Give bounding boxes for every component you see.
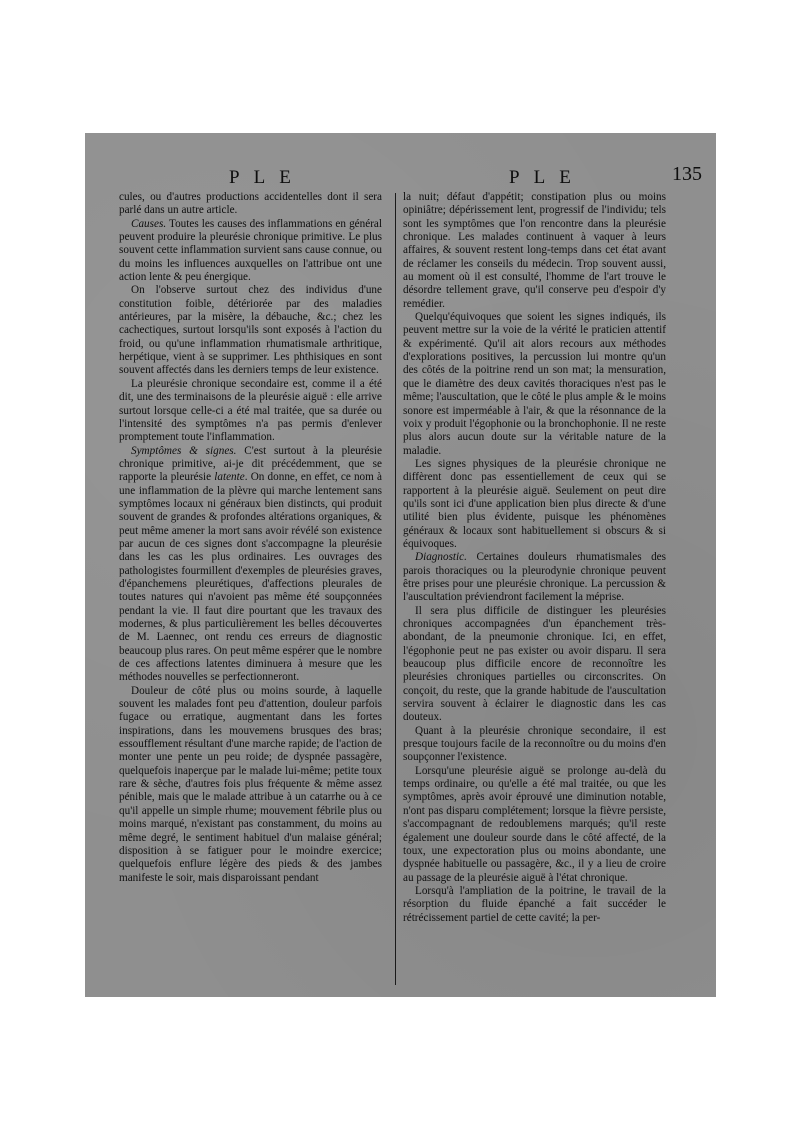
paragraph: Lorsqu'à l'ampliation de la poitrine, le travail de la résorption du fluide épanché a fait succéder le rétrécissement partiel de cette cavité; la per- (403, 884, 666, 924)
paragraph: Douleur de côté plus ou moins sourde, à laquelle souvent les malades font peu d'attention, douleur parfois fugace ou erratique, augmentant dans les fortes inspirations, dans les mouvemens brusques des bras; essoufflement résultant d'une marche rapide; de l'action de monter une pente un peu roide; de dyspnée passagère, quelquefois inaperçue par le malade lui-même; petite toux rare & sèche, d'autres fois plus fréquente & même assez pénible, mais que le malade attribue à un catarrhe ou à ce qu'il appelle un simple rhume; mouvement fébrile plus ou moins marqué, n'existant pas constamment, du moins au même degré, le sentiment habituel d'un malaise général; disposition à se fatiguer pour le moindre exercice; quelquefois enflure légère des pieds & des jambes manifeste le soir, mais disparoissant pendant (119, 684, 382, 884)
paragraph: Quant à la pleurésie chronique secondaire, il est presque toujours facile de la reconnoître ou du moins d'en soupçonner l'existence. (403, 724, 666, 764)
paragraph-text: Toutes les causes des inflammations en général peuvent produire la pleurésie chronique primitive. Le plus souvent cette inflammation survient sans cause connue, ou du moins les influences auxquelles on l'attribue ont une action lente & peu énergique. (119, 217, 382, 284)
paragraph: Lorsqu'une pleurésie aiguë se prolonge au-delà du temps ordinaire, ou qu'elle a été mal traitée, ou que les symptômes, après avoir éprouvé une diminution notable, n'ont pas disparu complétement; lorsque la fièvre persiste, s'accompagnant de redoublemens marqués; qu'il reste également une douleur sourde dans le côté affecté, de la toux, une expectoration plus ou moins abondante, une dyspnée habituelle ou passagère, &c., il y a lieu de croire au passage de la pleurésie aiguë à l'état chronique. (403, 764, 666, 884)
running-head-left: P L E (229, 167, 296, 188)
column-divider (395, 193, 396, 985)
page-number: 135 (672, 163, 702, 185)
paragraph: Les signes physiques de la pleurésie chronique ne diffèrent donc pas essentiellement de ceux qui se rapportent à la pleurésie aiguë. Seulement on peut dire qu'ils sont ici d'une application bien plus directe & d'une utilité bien plus évidente, puisque les phénomènes généraux & locaux sont habituellement si obscurs & si équivoques. (403, 457, 666, 550)
scanned-page (85, 133, 716, 997)
paragraph: La pleurésie chronique secondaire est, comme il a été dit, une des terminaisons de la pleurésie aiguë : elle arrive surtout lorsque celle-ci a été mal traitée, que sa durée ou l'intensité des symptômes n'a pas permis d'enlever promptement toute l'inflammation. (119, 377, 382, 444)
paragraph: Il sera plus difficile de distinguer les pleurésies chroniques accompagnées d'un épanchement très-abondant, de la pneumonie chronique. Ici, en effet, l'égophonie peut ne pas exister ou avoir disparu. Il sera beaucoup plus difficile encore de reconnoître les pleurésies chroniques partielles ou circonscrites. On conçoit, du reste, que la grande habitude de l'auscultation servira souvent à éclairer le diagnostic dans les cas douteux. (403, 604, 666, 724)
paragraph: cules, ou d'autres productions accidentelles dont il sera parlé dans un autre article. (119, 191, 382, 217)
section-label: Symptômes & signes. (131, 444, 237, 457)
running-head-right: P L E (509, 167, 576, 188)
section-label: Causes. (131, 217, 167, 230)
section-label: Diagnostic. (415, 551, 467, 564)
paragraph (119, 445, 382, 685)
paragraph: la nuit; défaut d'appétit; constipation plus ou moins opiniâtre; dépérissement lent, progressif de l'individu; tels sont les symptômes que l'on rencontre dans la pleurésie chronique. Les malades continuent à vaquer à leurs affaires, & souvent restent long-temps dans cet état avant de réclamer les conseils du médecin. Trop souvent aussi, au moment où il est consulté, l'homme de l'art trouve le désordre tellement grave, qu'il conserve peu d'espoir d'y remédier. (403, 191, 666, 310)
left-column (119, 191, 382, 991)
paragraph: On l'observe surtout chez des individus d'une constitution foible, détériorée par des maladies antérieures, par la misère, la débauche, &c.; chez les cachectiques, surtout lorsqu'ils sont exposés à l'action du froid, ou qu'une inflammation rhumatismale arthritique, herpétique, vient à se supprimer. Les phthisiques en sont souvent affectés dans les derniers temps de leur existence. (119, 284, 382, 377)
paragraph-text: C'est surtout à la pleurésie chronique primitive, ai-je dit précédemment, que se rapporte la pleurésie (119, 444, 382, 484)
paragraph (403, 551, 666, 604)
paragraph-text: Certaines douleurs rhumatismales des parois thoraciques ou la pleurodynie chronique peuvent être prises pour une pleurésie chronique. La percussion & l'auscultation préviendront facilement la méprise. (403, 551, 666, 604)
emphasis: latente (214, 471, 245, 484)
paragraph-text: . On donne, en effet, ce nom à une inflammation de la plèvre qui marche lentement sans symptômes locaux ni généraux bien distincts, qui produit souvent de grandes & profondes altérations organiques, & peut même amener la mort sans avoir révélé son existence par aucun de ces signes dont s'accompagne la pleurésie dans les cas les plus ordinaires. Les ouvrages des pathologistes fourmillent d'exemples de pleurésies graves, d'épanchemens pleurétiques, d'affections pleurales de toutes natures qui n'avoient pas même été soupçonnées pendant la vie. Il faut dire pourtant que les travaux des modernes, & plus particulièrement les belles découvertes de M. Laennec, ont rendu ces erreurs de diagnostic beaucoup plus rares. On peut même espérer que le nombre de ces affections latentes diminuera à mesure que les méthodes nouvelles se perfectionneront. (119, 471, 382, 684)
paragraph (119, 218, 382, 285)
right-column (403, 191, 666, 991)
paragraph: Quelqu'équivoques que soient les signes indiqués, ils peuvent mettre sur la voie de la vérité le praticien attentif & expérimenté. Qu'il ait alors recours aux méthodes d'explorations positives, la percussion lui montre qu'un des côtés de la poitrine rend un son mat; la mensuration, que le diamètre des deux cavités thoraciques n'est pas le même; l'auscultation, que le côté le plus ample & le moins sonore est imperméable à l'air, & que la résonnance de la voix y produit l'égophonie ou la bronchophonie. Il ne reste plus alors aucun doute sur la véritable nature de la maladie. (403, 311, 666, 457)
